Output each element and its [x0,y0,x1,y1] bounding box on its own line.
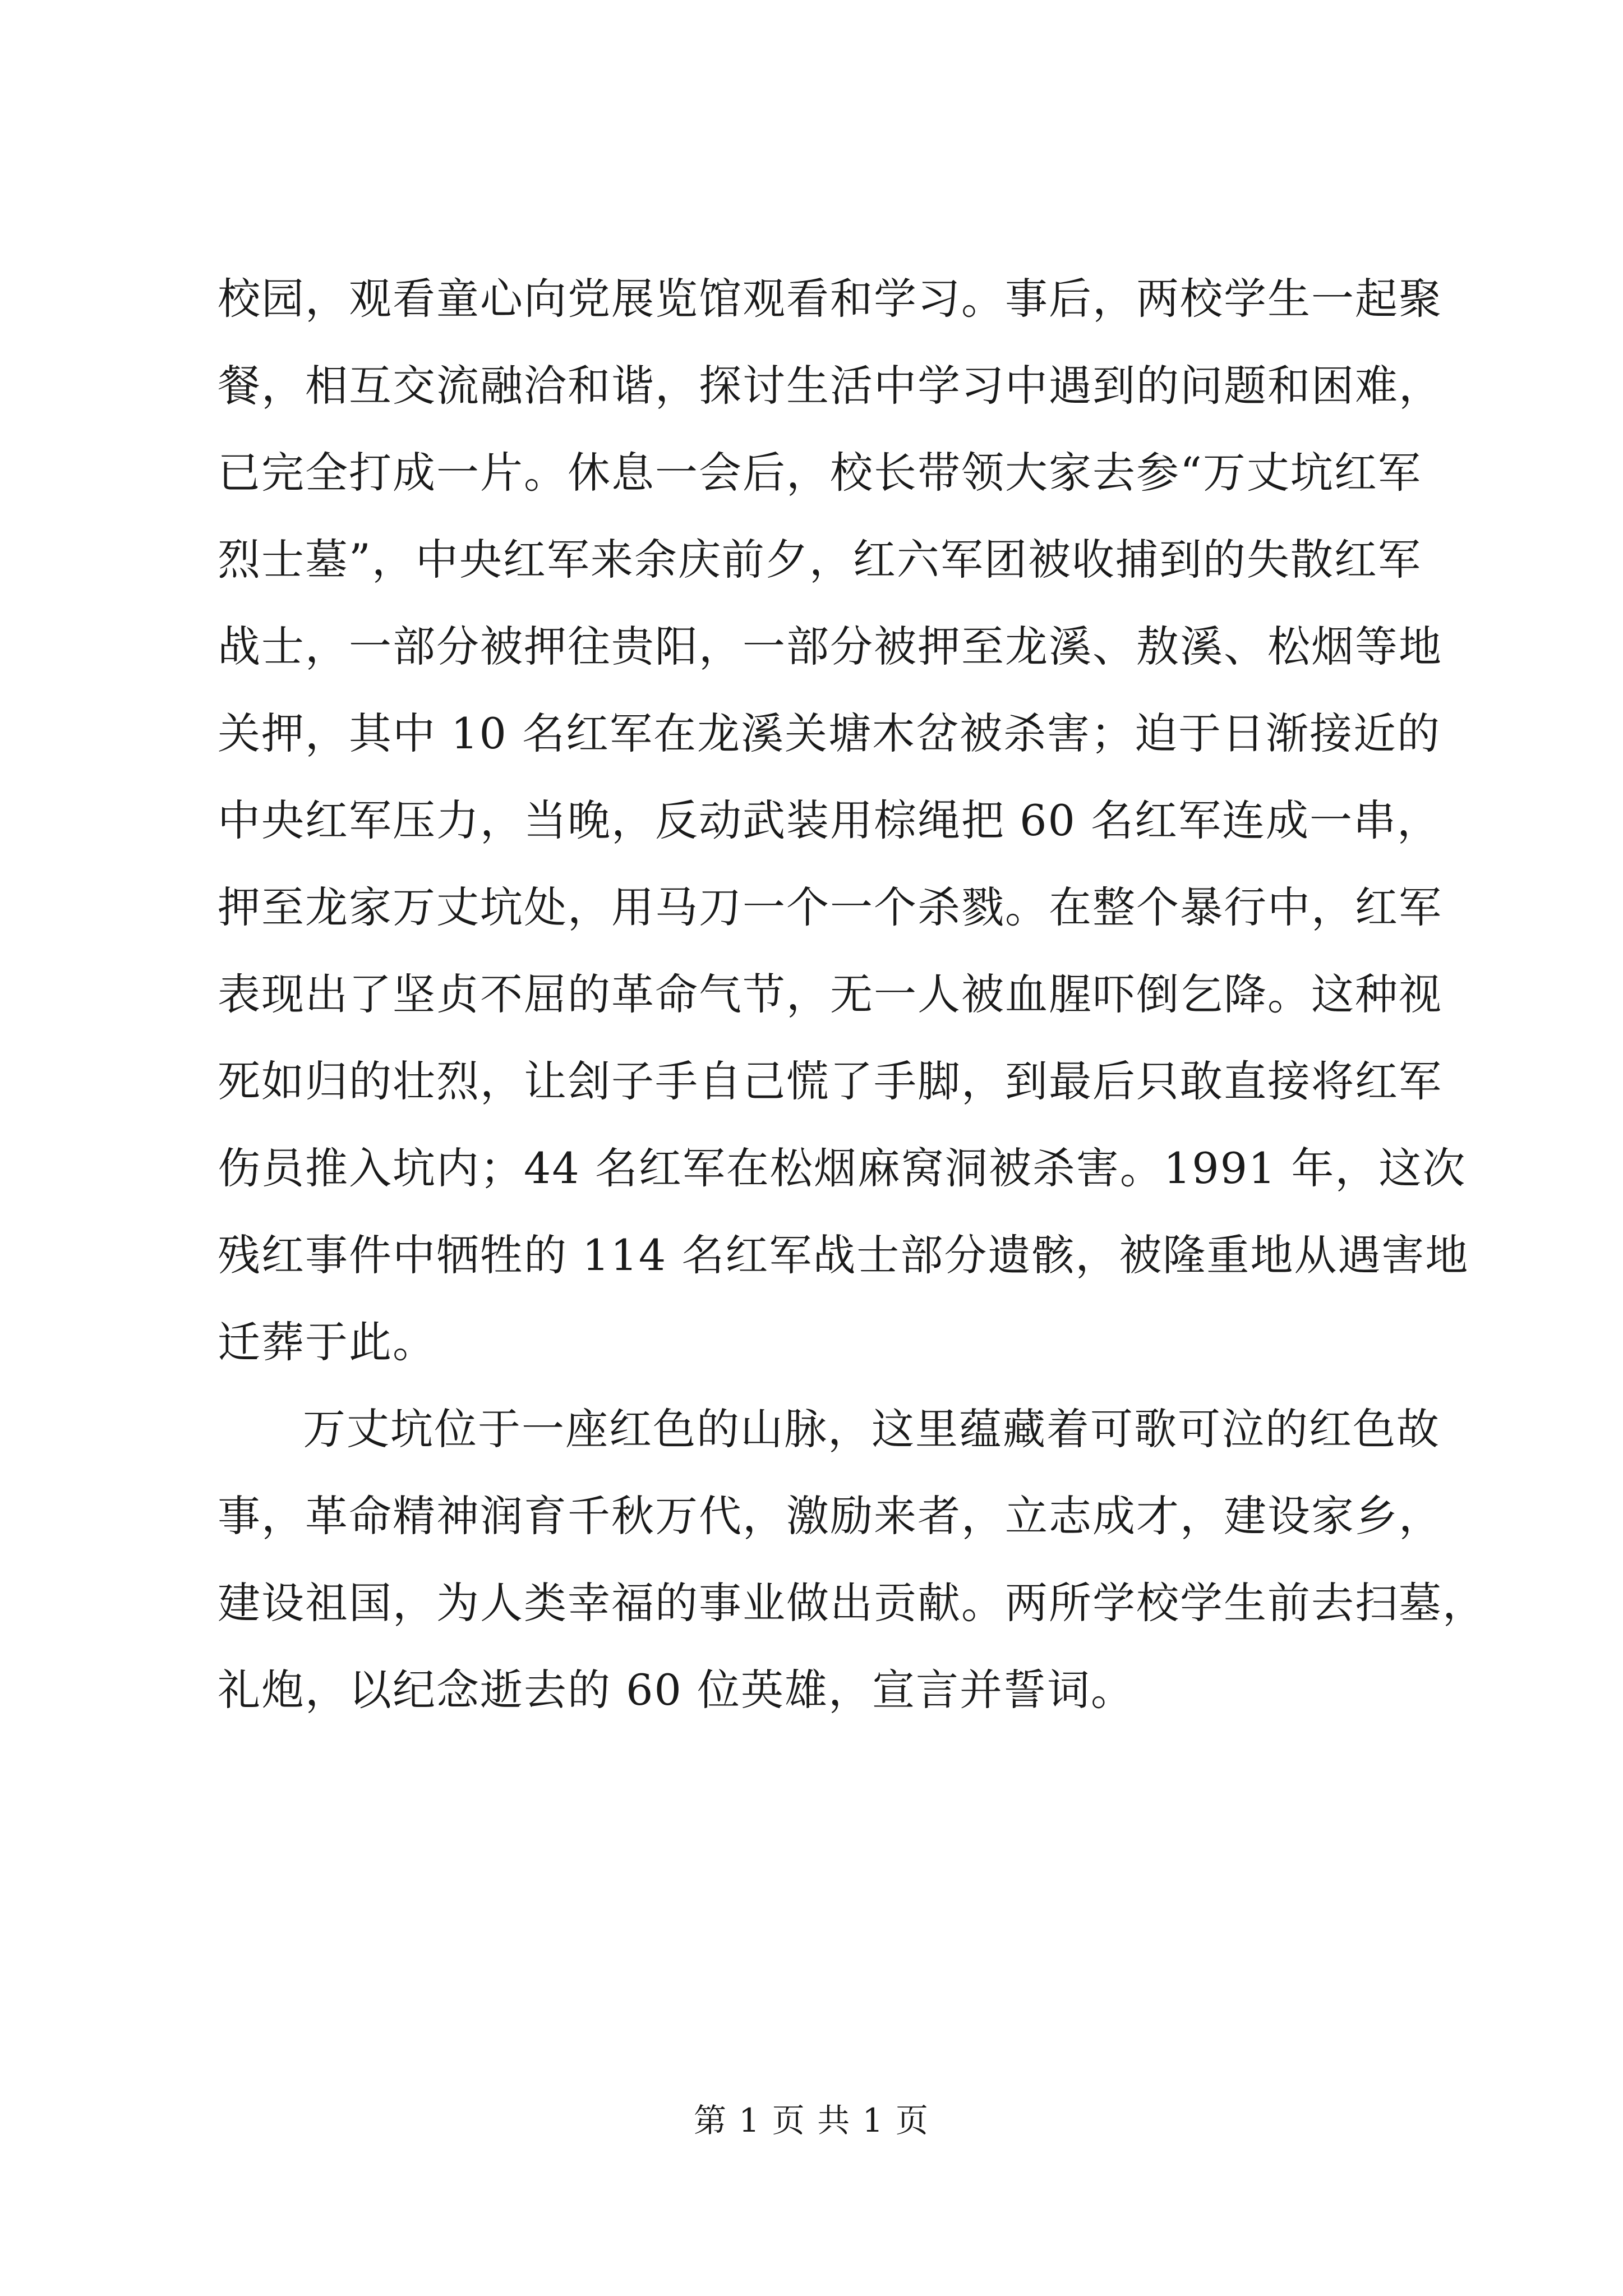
text-line: 校园，观看童心向党展览馆观看和学习。事后，两校学生一起聚 [218,274,1442,324]
text-line: 中央红军压力，当晚，反动武装用棕绳把 60 名红军连成一串， [218,795,1441,845]
text-line: 押至龙家万丈坑处，用马刀一个一个杀戮。在整个暴行中，红军 [218,882,1442,932]
page-footer: 第 1 页 共 1 页 [694,2101,929,2139]
paragraph-1 [218,255,1469,1386]
text-line: 战士，一部分被押往贵阳，一部分被押至龙溪、敖溪、松烟等地 [218,622,1442,671]
text-line: 表现出了坚贞不屈的革命气节，无一人被血腥吓倒乞降。这种视 [218,969,1442,1019]
text-line: 已完全打成一片。休息一会后，校长带领大家去参“万丈坑红军 [218,448,1422,498]
text-line: 迁葬于此。 [218,1317,436,1367]
text-line: 建设祖国，为人类幸福的事业做出贡献。两所学校学生前去扫墓， [218,1578,1486,1628]
text-line: 餐，相互交流融洽和谐，探讨生活中学习中遇到的问题和困难， [218,361,1442,411]
text-line: 事，革命精神润育千秋万代，激励来者，立志成才，建设家乡， [218,1491,1442,1541]
text-line: 关押，其中 10 名红军在龙溪关塘木岔被杀害；迫于日渐接近的 [218,708,1441,758]
text-line: 残红事件中牺牲的 114 名红军战士部分遗骸，被隆重地从遇害地 [218,1230,1469,1280]
body-text [218,255,1486,1733]
paragraph-2 [218,1386,1486,1733]
text-line: 万丈坑位于一座红色的山脉，这里蕴藏着可歌可泣的红色故 [303,1404,1440,1454]
text-line: 烈士墓”，中央红军来余庆前夕，红六军团被收捕到的失散红军 [218,535,1422,585]
text-line: 伤员推入坑内；44 名红军在松烟麻窝洞被杀害。1991 年，这次 [218,1143,1467,1193]
text-line: 死如归的壮烈，让刽子手自己慌了手脚，到最后只敢直接将红军 [218,1056,1442,1106]
text-line: 礼炮，以纪念逝去的 60 位英雄，宣言并誓词。 [218,1665,1135,1715]
